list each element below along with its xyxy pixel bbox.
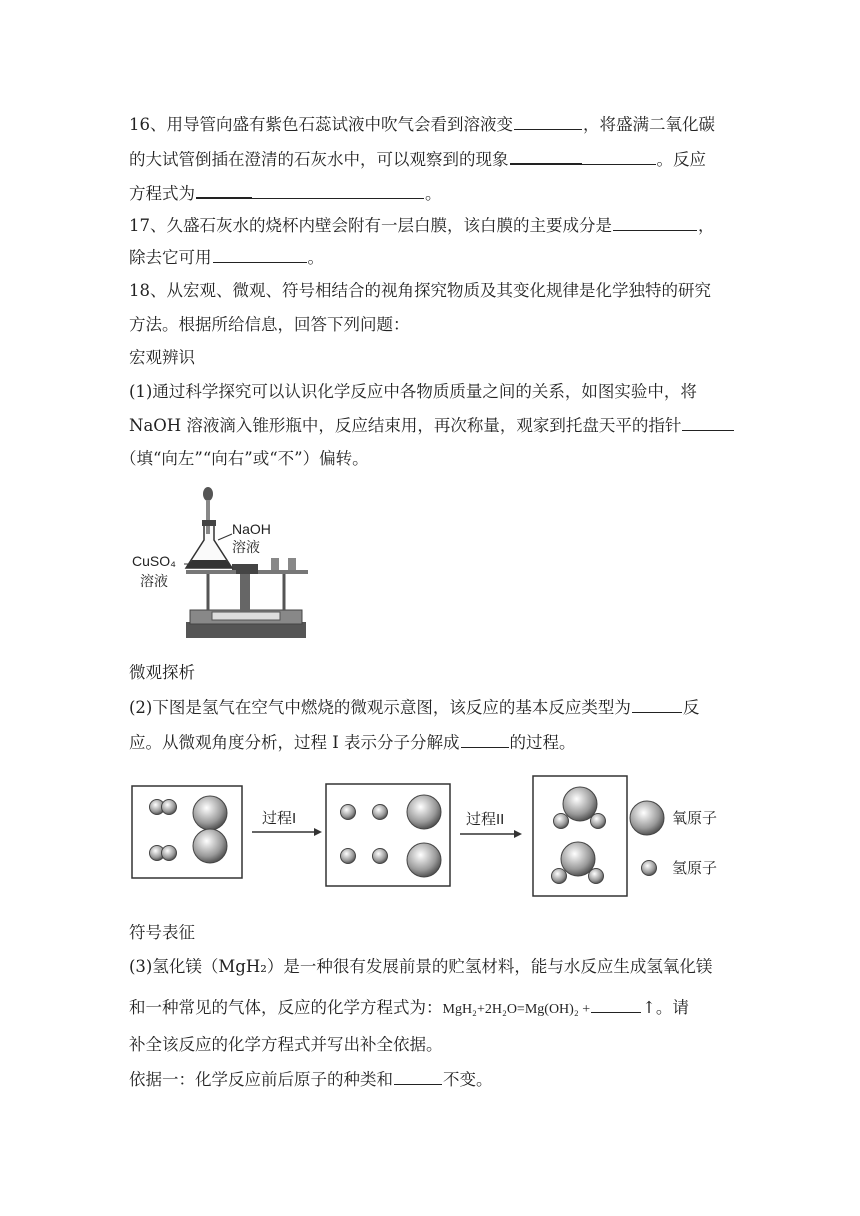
label-process-2: 过程II <box>466 811 505 828</box>
hydrogen-atom <box>373 805 388 820</box>
q16-line-2: 的大试管倒插在澄清的石灰水中，可以观察到的现象 。反应 <box>129 147 706 171</box>
q17-line-1: 17、久盛石灰水的烧杯内壁会附有一层白膜，该白膜的主要成分是 ， <box>129 216 715 235</box>
q18-p3-line-2: 和一种常见的气体，反应的化学方程式为：MgH₂+2H₂O=Mg(OH)₂ + ↑。请 <box>129 998 689 1017</box>
q17-line-2: 除去它可用 。 <box>129 248 324 267</box>
oxygen-atom <box>407 843 441 877</box>
weight <box>271 558 279 570</box>
oxygen-atom <box>193 796 227 830</box>
q18-p1-line-2: NaOH 溶液滴入锥形瓶中，反应结束用，再次称量，观家到托盘天平的指针 <box>129 414 735 437</box>
q18-p3-line-1: (3)氢化镁（MgH₂）是一种很有发展前景的贮氢材料，能与水反应生成氢氧化镁 <box>129 957 713 976</box>
q18-line-1: 18、从宏观、微观、符号相结合的视角探究物质及其变化规律是化学独特的研究 <box>129 281 711 300</box>
hydrogen-atom <box>373 849 388 864</box>
balance-figure <box>128 484 328 644</box>
q18-line-2: 方法。根据所给信息，回答下列问题： <box>129 315 410 334</box>
q16-blank-phenomenon-b[interactable] <box>582 148 656 165</box>
chemical-equation: MgH₂+2H₂O=Mg(OH)₂ + <box>442 1002 591 1017</box>
q18-p2-line-1: (2)下图是氢气在空气中燃烧的微观示意图，该反应的基本反应类型为 反 <box>129 698 700 717</box>
legend-oxygen-icon <box>630 801 664 835</box>
q16-blank-equation-b[interactable] <box>252 182 424 199</box>
q18-p1-line-1: (1)通过科学探究可以认识化学反应中各物质质量之间的关系，如图实验中，将 <box>129 382 697 401</box>
balance-scale-window <box>212 612 280 620</box>
hydrogen-atom <box>589 869 604 884</box>
label-cuso4: CuSO₄ <box>132 553 176 569</box>
balance-left-pan <box>186 570 236 574</box>
dropper-tube <box>206 500 210 534</box>
q16-blank-equation-a[interactable] <box>196 181 252 199</box>
label-naoh-solution: 溶液 <box>232 539 260 555</box>
dropper-bulb <box>203 487 213 501</box>
legend-hydrogen-icon <box>642 861 657 876</box>
q18-blank-atoms[interactable] <box>461 731 509 748</box>
legend-hydrogen-label: 氢原子 <box>672 860 718 877</box>
balance-column <box>240 572 250 612</box>
label-naoh: NaOH <box>232 521 271 537</box>
hydrogen-atom <box>341 805 356 820</box>
q18-p4-line: 依据一：化学反应前后原子的种类和 不变。 <box>129 1070 493 1089</box>
label-cuso4-solution: 溶液 <box>140 573 168 589</box>
q18-blank-reaction-type[interactable] <box>632 696 682 713</box>
q18-p3-line-3: 补全该反应的化学方程式并写出补全依据。 <box>129 1035 443 1054</box>
oxygen-atom <box>407 795 441 829</box>
box-reactants <box>132 786 242 878</box>
label-process-1: 过程I <box>262 810 297 827</box>
q18-blank-basis[interactable] <box>394 1068 442 1085</box>
q16-line-3: 方程式为 。 <box>129 181 442 205</box>
hydrogen-atom <box>552 869 567 884</box>
oxygen-atom <box>193 829 227 863</box>
weight <box>288 558 296 570</box>
heading-micro: 微观探析 <box>129 663 195 682</box>
balance-right-pan <box>258 570 308 574</box>
micro-diagram <box>128 772 728 898</box>
hydrogen-atom <box>341 849 356 864</box>
heading-symbol: 符号表征 <box>129 923 195 942</box>
hydrogen-atom <box>162 800 177 815</box>
hydrogen-atom <box>162 846 177 861</box>
legend-oxygen-label: 氧原子 <box>672 810 718 827</box>
q18-blank-pointer[interactable] <box>682 414 734 431</box>
q16-blank-color[interactable] <box>514 113 582 130</box>
q16-blank-phenomenon-a[interactable] <box>510 147 582 165</box>
heading-macro: 宏观辨识 <box>129 348 195 367</box>
q17-blank-composition[interactable] <box>613 214 697 231</box>
q16-line-1: 16、用导管向盛有紫色石蕊试液中吹气会看到溶液变 ，将盛满二氧化碳 <box>129 115 715 134</box>
hydrogen-atom <box>554 814 569 829</box>
hydrogen-atom <box>591 814 606 829</box>
q18-p2-line-2: 应。从微观角度分析，过程 I 表示分子分解成 的过程。 <box>129 733 576 752</box>
q18-blank-gas[interactable] <box>591 996 641 1013</box>
q18-p1-line-3: （填“向左”“向右”或“不”）偏转。 <box>120 449 369 468</box>
q17-blank-remover[interactable] <box>213 246 307 263</box>
